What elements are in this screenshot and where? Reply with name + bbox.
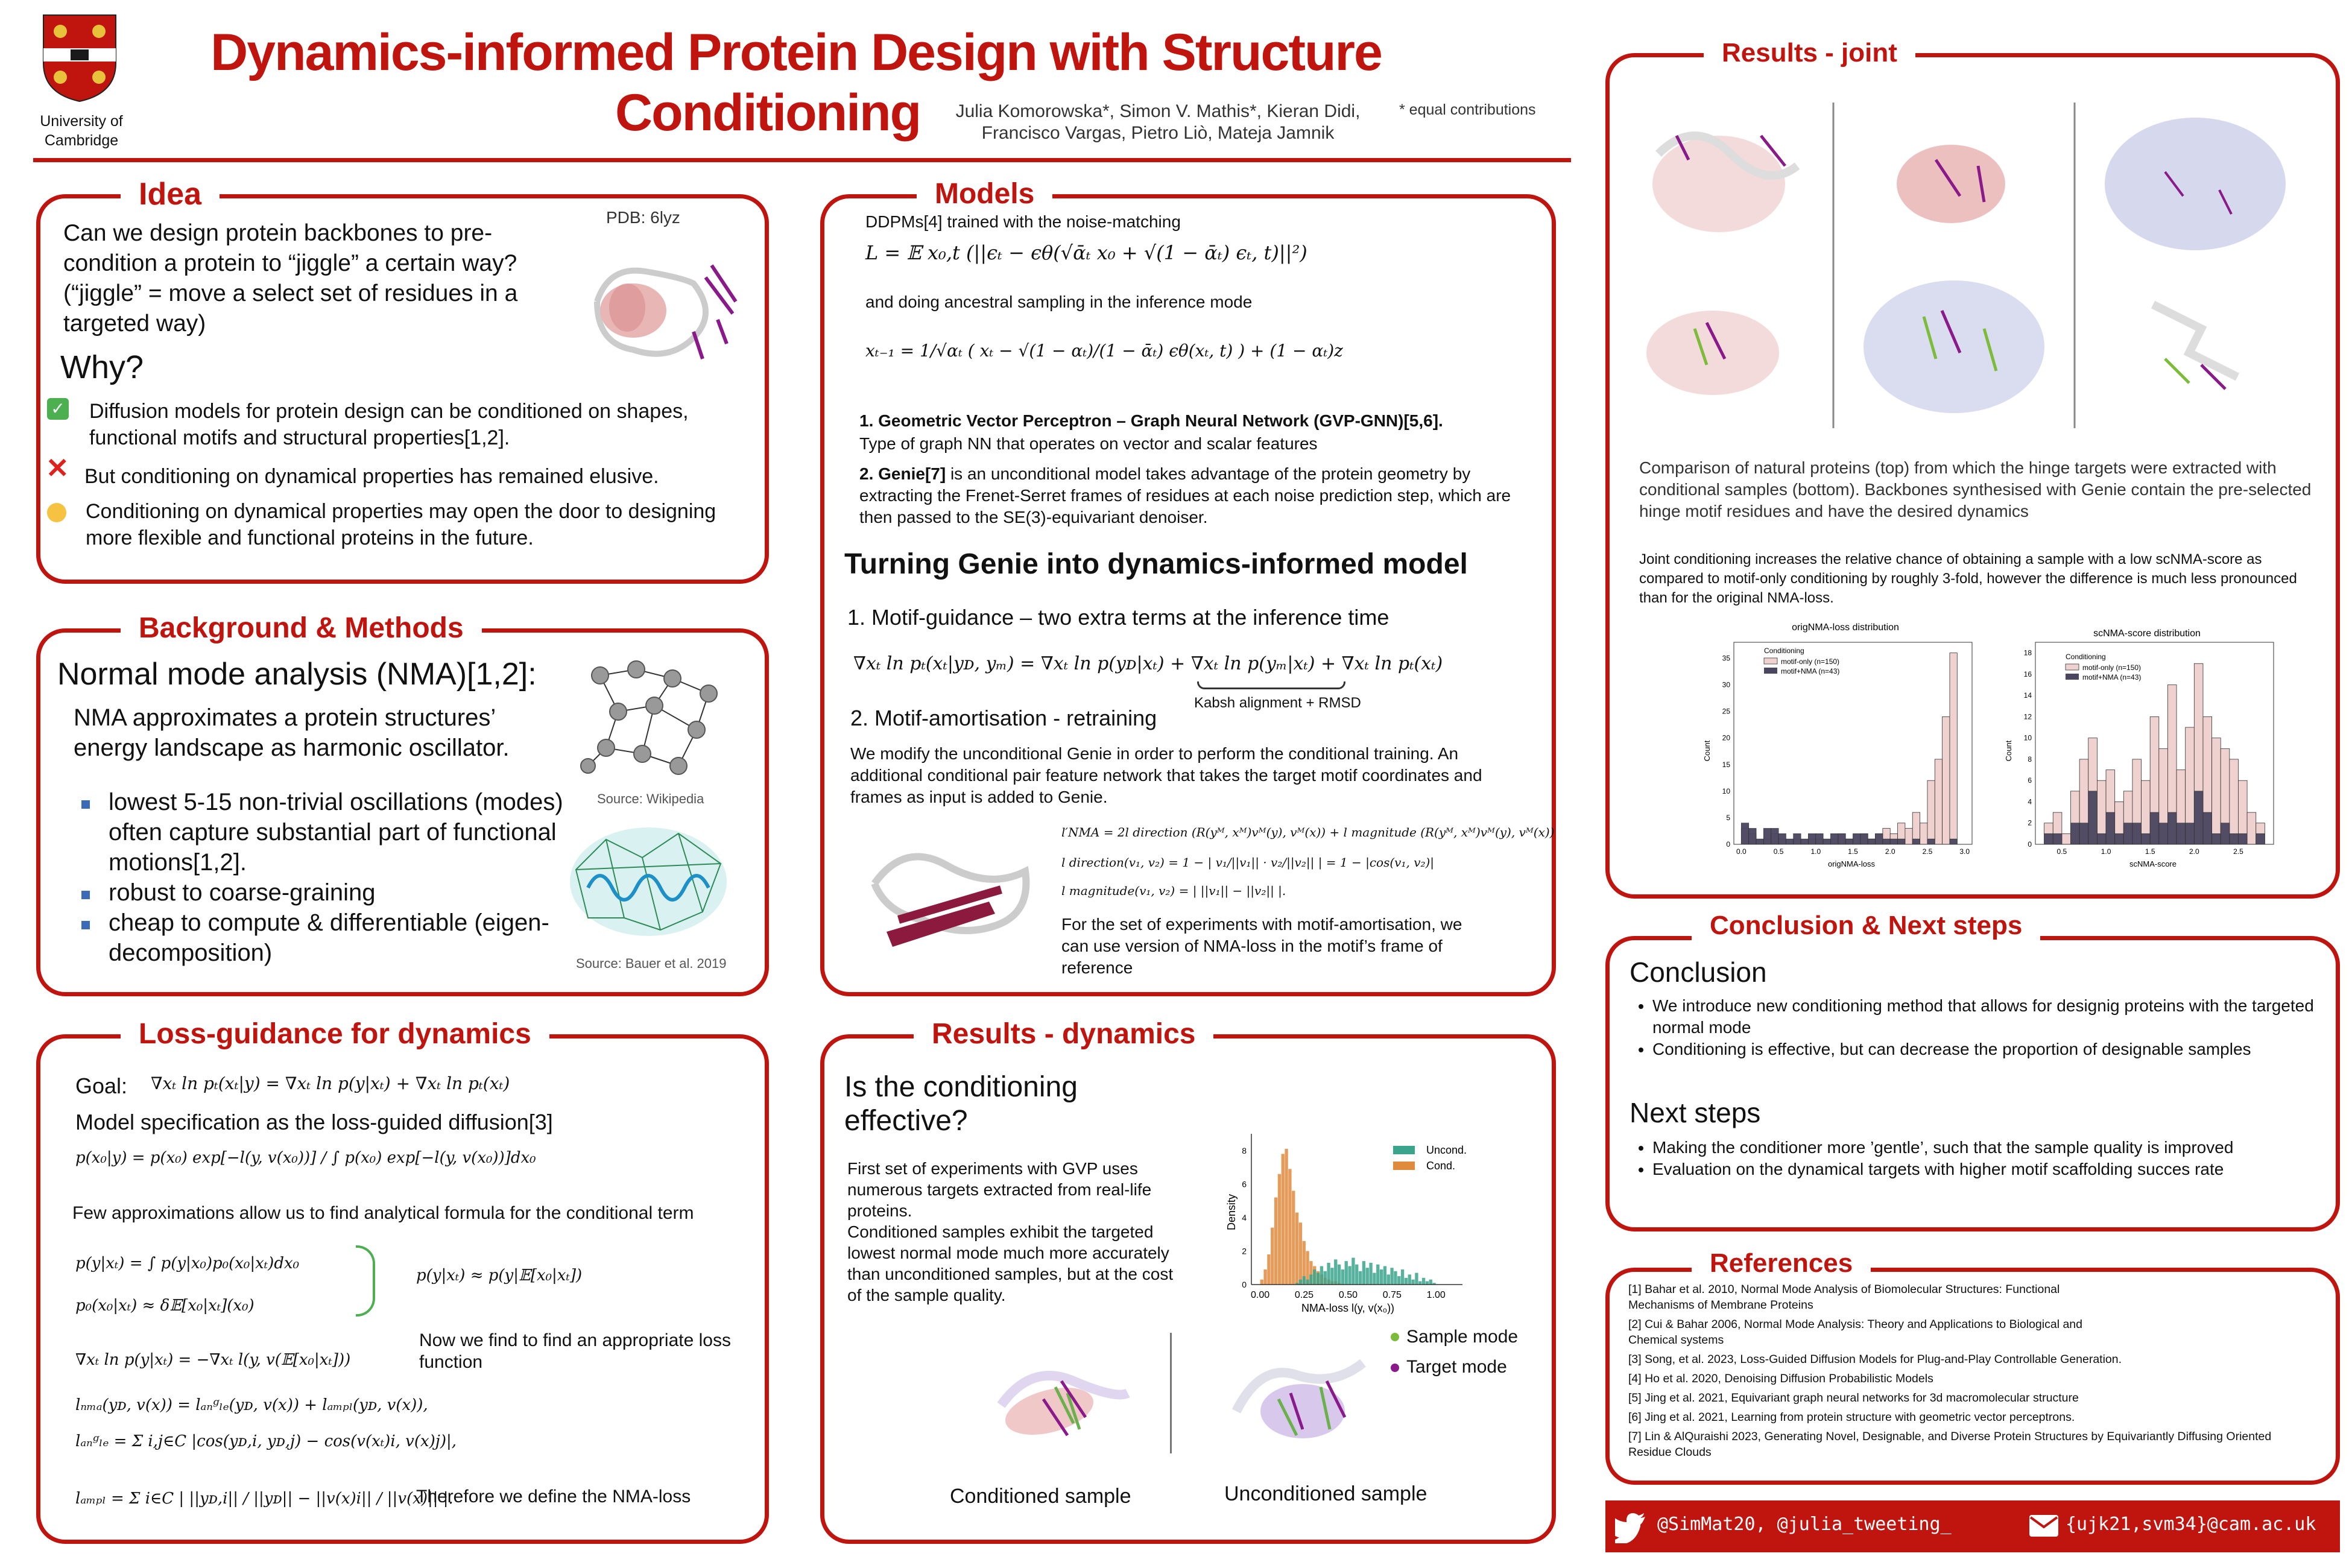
protein-grid bbox=[1622, 100, 2328, 431]
legend-cond-label: Cond. bbox=[1426, 1160, 1456, 1172]
why-item-1: Diffusion models for protein design can be conditioned on shapes, functional motifs and structural properties[1,2]. bbox=[89, 400, 689, 449]
density-bar-cond bbox=[1285, 1149, 1288, 1285]
ddpm-text: DDPMs[4] trained with the noise-matching bbox=[865, 212, 1181, 231]
density-bar-uncond bbox=[1380, 1269, 1383, 1285]
chart1-motif-nma-bar bbox=[1883, 839, 1890, 844]
reference-7: [7] Lin & AlQuraishi 2023, Generating Novel, Designable, and Diverse Protein Structures by Equivariantly Diffusing Oriented Residue Clouds bbox=[1628, 1430, 2272, 1459]
loss-eq3: p₀(x₀|xₜ) ≈ δ𝔼[x₀|xₜ](x₀) bbox=[75, 1297, 254, 1315]
chart0-y-tick: 2 bbox=[1242, 1246, 1247, 1256]
chart1-motif-only-bar bbox=[1905, 829, 1912, 844]
chart2-y-tick: 12 bbox=[2023, 712, 2032, 721]
university-crest bbox=[37, 12, 122, 103]
loss-eq8: lₐₘₚₗ = Σ i∈C | ||yᴅ,i|| / ||yᴅ|| − ||v(x)i|| / ||v(x)|| |. bbox=[75, 1490, 454, 1508]
genie-motif-image bbox=[850, 829, 1043, 956]
chart2-motif-only-bar bbox=[2230, 759, 2239, 844]
density-bar-uncond bbox=[1397, 1276, 1400, 1285]
target-mode-dot bbox=[1391, 1364, 1399, 1372]
chart1-title: origNMA-loss distribution bbox=[1792, 622, 1899, 633]
density-bar-uncond bbox=[1348, 1266, 1351, 1285]
eq-ancestral: xₜ₋₁ = 1/√αₜ ( xₜ − √(1 − αₜ)/(1 − ᾱₜ) ϵθ(xₜ, t) ) + (1 − αₜ)z bbox=[865, 341, 1343, 361]
natural-protein-2 bbox=[1897, 145, 2005, 223]
sample-mode-dot bbox=[1391, 1333, 1399, 1341]
chart1-motif-nma-bar bbox=[1823, 839, 1830, 844]
reference-2: [2] Cui & Bahar 2006, Normal Mode Analysis: Theory and Applications to Biological and Chemical systems bbox=[1628, 1318, 2082, 1347]
joint-finding: Joint conditioning increases the relative chance of obtaining a sample with a low scNMA-score as compared to motif-only conditioning by roughly 3-fold, however the difference is much less pronounced than for the original NMA-loss. bbox=[1639, 551, 2297, 606]
chart1-motif-nma-bar bbox=[1741, 823, 1748, 844]
density-bar-uncond bbox=[1390, 1268, 1393, 1285]
chart2-motif-only-bar bbox=[2212, 738, 2221, 844]
chart1-motif-nma-bar bbox=[1927, 839, 1935, 844]
poster-title-line1: Dynamics-informed Protein Design with Structure bbox=[210, 24, 1382, 81]
conditioned-caption: Conditioned sample bbox=[950, 1485, 1131, 1508]
density-bar-uncond bbox=[1408, 1274, 1411, 1285]
references-title: References bbox=[1692, 1245, 1871, 1282]
gvp-title: 1. Geometric Vector Perceptron – Graph Neural Network (GVP-GNN)[5,6]. bbox=[859, 411, 1443, 430]
density-bar-uncond bbox=[1401, 1269, 1404, 1285]
chart2-motif-nma-bar bbox=[2203, 812, 2212, 844]
chart1-motif-nma-bar bbox=[1860, 833, 1868, 844]
why-heading: Why? bbox=[60, 349, 144, 385]
density-bar-cond bbox=[1278, 1174, 1281, 1285]
density-bar-uncond bbox=[1418, 1281, 1421, 1285]
chart1-y-tick: 10 bbox=[1722, 786, 1730, 795]
natural-protein-3 bbox=[2105, 118, 2286, 250]
density-bar-uncond bbox=[1366, 1268, 1369, 1285]
density-bar-cond bbox=[1274, 1198, 1277, 1285]
target-mode-label: Target mode bbox=[1406, 1357, 1507, 1377]
density-bar-cond bbox=[1263, 1269, 1266, 1285]
chart1-y-tick: 15 bbox=[1722, 760, 1730, 769]
conclusion-list bbox=[1628, 995, 2334, 1060]
genie-title: 2. Genie[7] bbox=[859, 464, 946, 483]
results-dyn-text: First set of experiments with GVP uses numerous targets extracted from real-life proteins. Conditioned samples exhibit the targeted lowest normal mode much more accurately than unconditioned samples, but at the cost of the sample quality. bbox=[847, 1159, 1174, 1304]
find-loss-text: Now we find to find an appropriate loss function bbox=[419, 1330, 731, 1372]
reference-3: [3] Song, et al. 2023, Loss-Guided Diffusion Models for Plug-and-Play Controllable Generation. bbox=[1628, 1353, 2122, 1366]
spring-network-image bbox=[576, 651, 733, 784]
reference-6: [6] Jing et al. 2021, Learning from protein structure with geometric vector perceptrons. bbox=[1628, 1411, 2075, 1424]
eq-noise-matching: L = 𝔼 x₀,t (||ϵₜ − ϵθ(√ᾱₜ x₀ + √(1 − ᾱₜ) ϵₜ, t)||²) bbox=[865, 241, 1307, 264]
loss-eq4: p(y|xₜ) ≈ p(y|𝔼[x₀|xₜ]) bbox=[416, 1266, 583, 1285]
chart2-motif-nma-bar bbox=[2115, 833, 2124, 844]
twitter-handles[interactable]: @SimMat20, @julia_tweeting_ bbox=[1657, 1514, 1952, 1535]
header-rule bbox=[33, 158, 1571, 162]
chart1-ylabel: Count bbox=[1702, 740, 1712, 762]
chart1-motif-only-bar bbox=[1920, 823, 1927, 844]
ancestral-text: and doing ancestral sampling in the inference mode bbox=[865, 292, 1253, 311]
reference-list bbox=[1628, 1282, 2310, 1460]
chart1-motif-nma-bar bbox=[1898, 839, 1905, 844]
chart1-x-tick: 1.0 bbox=[1810, 847, 1821, 856]
chart0-y-tick: 4 bbox=[1242, 1212, 1247, 1222]
chart2-motif-nma-bar bbox=[2071, 823, 2080, 844]
chart0-x-tick: 0.50 bbox=[1338, 1290, 1358, 1300]
reference-4: [4] Ho et al. 2020, Denoising Diffusion Probabilistic Models bbox=[1628, 1372, 1933, 1385]
chart2-motif-nma-bar bbox=[2186, 823, 2195, 844]
density-bar-uncond bbox=[1405, 1278, 1408, 1285]
source-wikipedia: Source: Wikipedia bbox=[597, 791, 704, 806]
chart1-x-tick: 2.5 bbox=[1922, 847, 1933, 856]
chart1-motif-nma-bar bbox=[1801, 839, 1808, 844]
chart1-motif-nma-bar bbox=[1950, 839, 1957, 844]
reference-1: [1] Bahar et al. 2010, Normal Mode Analysis of Biomolecular Structures: Functional Mechanisms of Membrane Proteins bbox=[1628, 1283, 2060, 1312]
chart2-motif-nma-bar bbox=[2142, 833, 2151, 844]
effective-question: Is the conditioning effective? bbox=[844, 1071, 1078, 1137]
chart1-motif-only-bar bbox=[1950, 653, 1957, 844]
next-steps-list bbox=[1628, 1137, 2334, 1180]
chart2-motif-nma-bar bbox=[2088, 791, 2098, 844]
chart1-x-tick: 0.5 bbox=[1773, 847, 1784, 856]
nma-bullet-1: lowest 5-15 non-trivial oscillations (modes) often capture substantial part of functional motions[1,2]. bbox=[75, 787, 576, 877]
next-step-item-1: • Making the conditioner more ’gentle’, such that the sample quality is improved bbox=[1652, 1137, 2334, 1159]
density-bar-uncond bbox=[1317, 1273, 1320, 1285]
brace-bracket bbox=[356, 1245, 375, 1317]
density-bar-cond bbox=[1267, 1254, 1270, 1285]
density-bar-uncond bbox=[1299, 1280, 1302, 1285]
density-bar-cond bbox=[1260, 1280, 1263, 1285]
chart1-motif-nma-bar bbox=[1749, 829, 1756, 844]
chart0-ylabel: Density bbox=[1225, 1193, 1238, 1231]
chart2-motif-nma-bar bbox=[2079, 823, 2088, 844]
chart1-motif-only-bar bbox=[1943, 716, 1950, 844]
density-bar-cond bbox=[1295, 1213, 1298, 1285]
density-bar-uncond bbox=[1394, 1271, 1397, 1285]
chart0-x-tick: 0.25 bbox=[1294, 1290, 1314, 1300]
density-bar-uncond bbox=[1341, 1269, 1344, 1285]
idea-title: Idea bbox=[121, 176, 220, 212]
chart1-motif-nma-bar bbox=[1890, 839, 1897, 844]
loss-eq1: p(x₀|y) = p(x₀) exp[−l(y, v(x₀))] / ∫ p(x₀) exp[−l(y, v(x₀))]dx₀ bbox=[75, 1149, 536, 1167]
density-bar-uncond bbox=[1324, 1271, 1327, 1285]
amort-text: We modify the unconditional Genie in order to perform the conditional training. An additional conditional pair feature network that takes the target motif coordinates and frames as input is added to Genie. bbox=[850, 744, 1482, 806]
chart1-motif-nma-bar bbox=[1771, 829, 1778, 844]
eq-motif-guidance: ∇xₜ ln pₜ(xₜ|yᴅ, yₘ) = ∇xₜ ln p(yᴅ|xₜ) + ∇xₜ ln p(yₘ|xₜ) + ∇xₜ ln pₜ(xₜ) bbox=[853, 653, 1443, 674]
legend-uncond-swatch bbox=[1393, 1146, 1415, 1154]
next-steps-heading: Next steps bbox=[1630, 1097, 1761, 1128]
conclusion-item-2: • Conditioning is effective, but can decrease the proportion of designable samples bbox=[1652, 1038, 2334, 1060]
approx-text: Few approximations allow us to find analytical formula for the conditional term bbox=[72, 1203, 694, 1223]
chart2-y-tick: 14 bbox=[2023, 691, 2032, 700]
density-bar-uncond bbox=[1334, 1259, 1337, 1285]
turning-heading: Turning Genie into dynamics-informed model bbox=[844, 548, 1468, 580]
equal-contrib-note: * equal contributions bbox=[1399, 101, 1536, 118]
nma-heading: Normal mode analysis (NMA)[1,2]: bbox=[57, 657, 537, 692]
chart1-y-tick: 20 bbox=[1722, 733, 1730, 742]
chart1-legend-label-2: motif+NMA (n=43) bbox=[1781, 667, 1840, 675]
chart2-motif-only-bar bbox=[2247, 812, 2256, 844]
chart1-motif-only-bar bbox=[1927, 780, 1935, 844]
chart1-xlabel: origNMA-loss bbox=[1827, 859, 1876, 868]
chart1-motif-nma-bar bbox=[1763, 829, 1771, 844]
chart1-motif-nma-bar bbox=[1868, 839, 1875, 844]
density-bar-uncond bbox=[1383, 1266, 1386, 1285]
density-bar-cond bbox=[1288, 1169, 1291, 1285]
chart2-motif-nma-bar bbox=[2159, 823, 2168, 844]
chart2-legend-swatch-2 bbox=[2066, 674, 2079, 680]
chart1-motif-nma-bar bbox=[1876, 833, 1883, 844]
why-item-thinking-icon bbox=[47, 503, 66, 522]
density-bar-cond bbox=[1292, 1190, 1295, 1285]
nma-bullet-list bbox=[75, 787, 576, 968]
conclusion-item-1: • We introduce new conditioning method that allows for designig proteins with the targeted normal mode bbox=[1652, 995, 2334, 1038]
chart1-motif-nma-bar bbox=[1794, 833, 1801, 844]
chart2-y-tick: 2 bbox=[2028, 818, 2032, 827]
motif-amort-heading: 2. Motif-amortisation - retraining bbox=[850, 706, 1157, 730]
chart2-motif-only-bar bbox=[2062, 833, 2071, 844]
loss-eq6: lₙₘₐ(yᴅ, v(x)) = lₐₙᵍₗₑ(yᴅ, v(x)) + lₐₘₚₗ(yᴅ, v(x)), bbox=[75, 1396, 428, 1414]
chart2-motif-nma-bar bbox=[2212, 833, 2221, 844]
chart1-legend-swatch-2 bbox=[1764, 668, 1777, 674]
chart0-y-tick: 8 bbox=[1242, 1145, 1247, 1155]
chart2-x-tick: 1.5 bbox=[2145, 847, 2155, 856]
orignma-histogram bbox=[1698, 618, 1981, 871]
chart1-y-tick: 0 bbox=[1726, 840, 1730, 849]
chart2-y-tick: 4 bbox=[2028, 797, 2032, 806]
joint-caption: Comparison of natural proteins (top) from which the hinge targets were extracted with conditional samples (bottom). Backbones synthesised with Genie contain the pre-selected hinge motif residues and have the desired dynamics bbox=[1639, 458, 2312, 520]
chart2-motif-nma-bar bbox=[2053, 833, 2062, 844]
chart1-legend-label-1: motif-only (n=150) bbox=[1781, 657, 1840, 666]
density-bar-uncond bbox=[1330, 1268, 1333, 1285]
chart1-motif-nma-bar bbox=[1786, 839, 1793, 844]
chart2-x-tick: 1.0 bbox=[2101, 847, 2111, 856]
chart1-x-tick: 3.0 bbox=[1959, 847, 1970, 856]
nma-bullet-3: cheap to compute & differentiable (eigen-decomposition) bbox=[75, 908, 576, 968]
kabsch-label: Kabsh alignment + RMSD bbox=[1194, 695, 1361, 711]
chart2-motif-nma-bar bbox=[2167, 812, 2177, 844]
chart2-y-tick: 18 bbox=[2023, 648, 2032, 657]
chart0-x-tick: 0.75 bbox=[1382, 1290, 1402, 1300]
chart1-y-tick: 5 bbox=[1726, 813, 1730, 822]
chart0-xlabel: NMA-loss l(y, v(x₀)) bbox=[1301, 1302, 1395, 1314]
chart1-motif-nma-bar bbox=[1845, 839, 1853, 844]
model-spec: Model specification as the loss-guided diffusion[3] bbox=[75, 1110, 553, 1134]
chart2-y-tick: 0 bbox=[2028, 840, 2032, 849]
sample-mode-label: Sample mode bbox=[1406, 1327, 1519, 1347]
chart2-motif-nma-bar bbox=[2106, 812, 2115, 844]
chart2-motif-nma-bar bbox=[2194, 791, 2203, 844]
unconditioned-caption: Unconditioned sample bbox=[1224, 1482, 1427, 1505]
chart2-x-tick: 2.0 bbox=[2189, 847, 2199, 856]
eq-amort-3: l magnitude(v₁, v₂) = | ||v₁|| − ||v₂|| |. bbox=[1061, 884, 1286, 898]
chart2-ylabel: Count bbox=[2004, 740, 2013, 762]
chart1-x-tick: 1.5 bbox=[1848, 847, 1858, 856]
loss-eq2: p(y|xₜ) = ∫ p(y|x₀)p₀(x₀|xₜ)dx₀ bbox=[75, 1254, 300, 1272]
twitter-icon bbox=[1615, 1510, 1649, 1543]
chart1-x-tick: 0.0 bbox=[1736, 847, 1747, 856]
legend-uncond-label: Uncond. bbox=[1426, 1144, 1467, 1156]
eq-amort-2: l direction(v₁, v₂) = 1 − | v₁/||v₁|| · v₂/||v₂|| | = 1 − |cos(v₁, v₂)| bbox=[1061, 855, 1435, 870]
chart2-y-tick: 16 bbox=[2023, 669, 2032, 678]
chart1-motif-nma-bar bbox=[1830, 833, 1838, 844]
density-bar-uncond bbox=[1355, 1265, 1358, 1285]
genie-text: is an unconditional model takes advantage of the protein geometry by extracting the Frenet-Serret frames of residues at each noise prediction step, which are then passed to the SE(3)-equivariant denoiser. bbox=[859, 464, 1511, 526]
kabsch-brace bbox=[1197, 681, 1345, 689]
chart2-title: scNMA-score distribution bbox=[2093, 628, 2201, 639]
natural-protein-1 bbox=[1652, 136, 1797, 232]
chart2-legend-label-2: motif+NMA (n=43) bbox=[2082, 673, 2142, 681]
idea-text: Can we design protein backbones to pre-condition a protein to “jiggle” a certain way? (“jiggle” = move a select set of residues in a targeted way) bbox=[63, 220, 518, 337]
authors-line1: Julia Komorowska*, Simon V. Mathis*, Kieran Didi, bbox=[955, 101, 1361, 121]
chart1-y-tick: 35 bbox=[1722, 654, 1730, 663]
elastic-network-image bbox=[564, 815, 733, 948]
loss-eq5: ∇xₜ ln p(y|xₜ) = −∇xₜ l(y, v(𝔼[x₀|xₜ])) bbox=[75, 1351, 351, 1369]
goal-label: Goal: bbox=[75, 1073, 128, 1098]
density-bar-cond bbox=[1271, 1228, 1274, 1285]
density-bar-uncond bbox=[1362, 1261, 1365, 1285]
reference-5: [5] Jing et al. 2021, Equivariant graph neural networks for 3d macromolecular structure bbox=[1628, 1391, 2079, 1405]
chart2-legend-label-1: motif-only (n=150) bbox=[2082, 663, 2142, 672]
chart2-motif-nma-bar bbox=[2150, 812, 2159, 844]
models-title: Models bbox=[917, 176, 1052, 212]
chart2-motif-nma-bar bbox=[2256, 833, 2265, 844]
chart0-x-tick: 0.00 bbox=[1251, 1290, 1270, 1300]
density-bar-uncond bbox=[1351, 1258, 1355, 1285]
motif-guidance-heading: 1. Motif-guidance – two extra terms at the inference time bbox=[847, 605, 1389, 630]
gvp-text: Type of graph NN that operates on vector and scalar features bbox=[859, 434, 1318, 453]
sample-divider bbox=[1170, 1333, 1172, 1453]
next-step-item-2: • Evaluation on the dynamical targets with higher motif scaffolding succes rate bbox=[1652, 1159, 2334, 1180]
density-bar-uncond bbox=[1306, 1280, 1309, 1285]
conclusion-heading: Conclusion bbox=[1630, 956, 1767, 988]
eq-amort-1: l′NMA = 2l direction (R(yᴹ, xᴹ)vᴹ(y), vᴹ(x)) + l magnitude (R(yᴹ, xᴹ)vᴹ(y), vᴹ(x)) bbox=[1061, 825, 1555, 839]
genie-text-block bbox=[859, 463, 1529, 528]
pdb-label: PDB: 6lyz bbox=[606, 208, 680, 227]
density-bar-uncond bbox=[1313, 1269, 1316, 1285]
chart0-y-tick: 6 bbox=[1242, 1179, 1247, 1189]
chart1-x-tick: 2.0 bbox=[1885, 847, 1895, 856]
unconditioned-sample-image bbox=[1224, 1327, 1375, 1459]
nma-loss-density-chart bbox=[1218, 1128, 1472, 1321]
chart2-motif-nma-bar bbox=[2238, 833, 2247, 844]
amort-note: For the set of experiments with motif-amortisation, we can use version of NMA-loss in the motif’s frame of reference bbox=[1061, 915, 1462, 977]
chart0-x-tick: 1.00 bbox=[1426, 1290, 1446, 1300]
chart1-motif-nma-bar bbox=[1838, 833, 1845, 844]
email-icon bbox=[2029, 1515, 2058, 1537]
chart1-motif-nma-bar bbox=[1756, 839, 1763, 844]
density-bar-uncond bbox=[1345, 1261, 1348, 1285]
loss-title: Loss-guidance for dynamics bbox=[121, 1016, 549, 1052]
nma-intro: NMA approximates a protein structures’ energy landscape as harmonic oscillator. bbox=[74, 704, 510, 761]
density-bar-uncond bbox=[1426, 1281, 1429, 1285]
why-item-check-icon: ✓ bbox=[47, 398, 69, 420]
chart1-legend-title: Conditioning bbox=[1764, 646, 1804, 655]
density-bar-uncond bbox=[1320, 1266, 1323, 1285]
chart1-motif-nma-bar bbox=[1912, 839, 1920, 844]
legend-cond-swatch bbox=[1393, 1162, 1415, 1170]
chart1-legend-swatch-1 bbox=[1764, 658, 1777, 664]
density-bar-uncond bbox=[1387, 1274, 1390, 1285]
chart2-motif-nma-bar bbox=[2132, 823, 2142, 844]
chart1-y-tick: 30 bbox=[1722, 680, 1730, 689]
conditional-sample-2 bbox=[1864, 280, 2044, 413]
density-bar-cond bbox=[1282, 1154, 1285, 1285]
results-dynamics-title: Results - dynamics bbox=[914, 1016, 1213, 1052]
chart2-xlabel: scNMA-score bbox=[2129, 859, 2177, 868]
density-bar-uncond bbox=[1422, 1278, 1425, 1285]
chart1-y-tick: 25 bbox=[1722, 707, 1730, 716]
density-bar-uncond bbox=[1338, 1265, 1341, 1285]
protein-6lyz-image bbox=[573, 229, 754, 374]
poster-title-line2: Conditioning bbox=[615, 84, 921, 142]
density-bar-uncond bbox=[1303, 1276, 1306, 1285]
chart2-legend-title: Conditioning bbox=[2066, 653, 2106, 661]
conditional-sample-1 bbox=[1646, 311, 1779, 395]
chart1-motif-nma-bar bbox=[1778, 833, 1786, 844]
email-address[interactable]: {ujk21,svm34}@cam.ac.uk bbox=[2066, 1514, 2316, 1535]
chart1-motif-nma-bar bbox=[1853, 833, 1860, 844]
density-bar-uncond bbox=[1373, 1273, 1376, 1285]
density-bar-cond bbox=[1299, 1222, 1302, 1285]
chart0-y-tick: 0 bbox=[1242, 1280, 1247, 1289]
density-bar-uncond bbox=[1359, 1271, 1362, 1285]
conclusion-title: Conclusion & Next steps bbox=[1692, 908, 2040, 944]
chart2-motif-nma-bar bbox=[2044, 833, 2053, 844]
chart1-motif-only-bar bbox=[1935, 759, 1942, 844]
nma-bullet-2: robust to coarse-graining bbox=[75, 877, 576, 908]
chart2-y-tick: 10 bbox=[2023, 733, 2032, 742]
density-bar-uncond bbox=[1411, 1280, 1414, 1285]
conditioned-sample-image bbox=[983, 1339, 1140, 1459]
chart2-y-tick: 6 bbox=[2028, 776, 2032, 785]
scnma-histogram bbox=[1999, 618, 2283, 871]
define-loss-text: Therefore we define the NMA-loss bbox=[416, 1487, 691, 1506]
density-bar-uncond bbox=[1429, 1280, 1432, 1285]
density-bar-uncond bbox=[1376, 1265, 1379, 1285]
density-bar-uncond bbox=[1309, 1274, 1312, 1285]
chart2-x-tick: 0.5 bbox=[2056, 847, 2067, 856]
chart1-motif-nma-bar bbox=[1816, 833, 1823, 844]
density-bar-uncond bbox=[1327, 1263, 1330, 1285]
chart2-y-tick: 8 bbox=[2028, 754, 2032, 763]
results-joint-title: Results - joint bbox=[1704, 35, 1915, 71]
source-bauer: Source: Bauer et al. 2019 bbox=[576, 956, 727, 971]
goal-equation: ∇xₜ ln pₜ(xₜ|y) = ∇xₜ ln p(y|xₜ) + ∇xₜ ln pₜ(xₜ) bbox=[151, 1073, 510, 1093]
conditional-sample-3 bbox=[2153, 305, 2237, 389]
authors-line2: Francisco Vargas, Pietro Liò, Mateja Jamnik bbox=[981, 123, 1335, 143]
chart1-motif-nma-bar bbox=[1808, 833, 1815, 844]
chart2-motif-nma-bar bbox=[2097, 833, 2106, 844]
density-bar-uncond bbox=[1369, 1263, 1372, 1285]
chart2-motif-nma-bar bbox=[2123, 823, 2132, 844]
why-item-3: Conditioning on dynamical properties may open the door to designing more flexible and functional proteins in the future. bbox=[86, 500, 716, 549]
chart2-x-tick: 2.5 bbox=[2233, 847, 2243, 856]
university-name: University of Cambridge bbox=[40, 113, 123, 149]
background-title: Background & Methods bbox=[121, 610, 482, 646]
density-bar-uncond bbox=[1415, 1273, 1418, 1285]
loss-eq7: lₐₙᵍₗₑ = Σ i,j∈C |cos(yᴅ,i, yᴅ,j) − cos(v(xₜ)i, v(x)j)|, bbox=[75, 1432, 457, 1450]
why-item-2: But conditioning on dynamical properties has remained elusive. bbox=[84, 465, 659, 488]
chart2-motif-nma-bar bbox=[2177, 823, 2186, 844]
chart2-motif-nma-bar bbox=[2221, 823, 2230, 844]
chart2-legend-swatch-1 bbox=[2066, 664, 2079, 670]
chart2-motif-nma-bar bbox=[2230, 833, 2239, 844]
why-item-cross-icon: ✕ bbox=[46, 452, 69, 484]
